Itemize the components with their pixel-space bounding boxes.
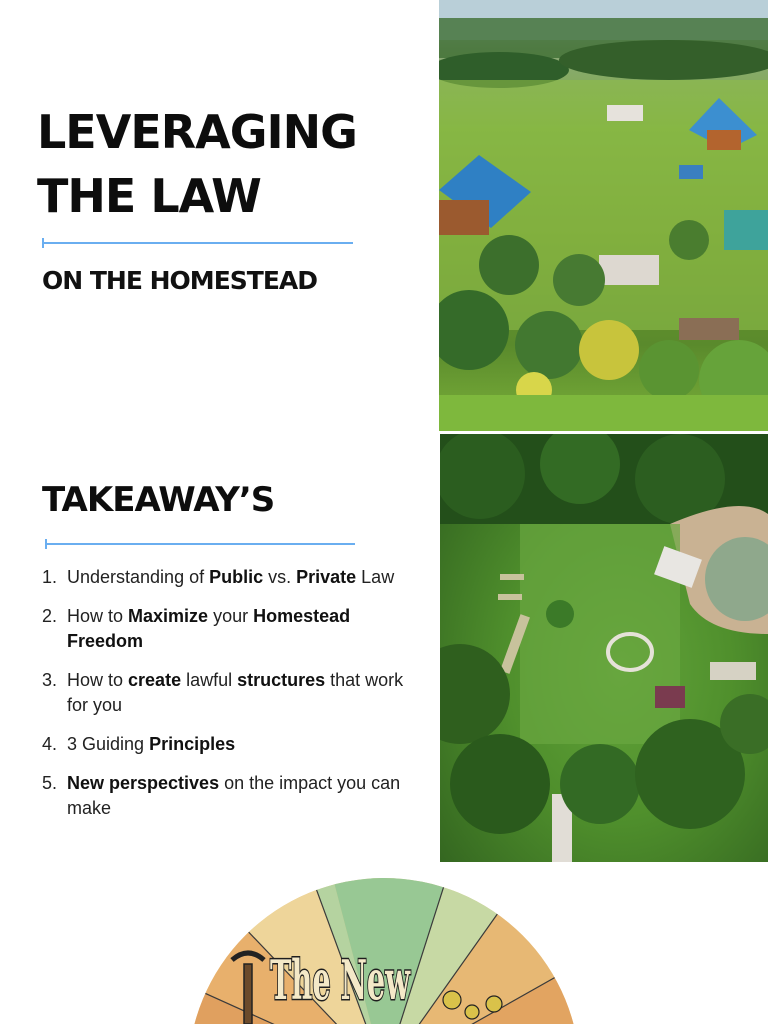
homestead-aerial-photo-top (439, 0, 768, 431)
takeaways-list (42, 565, 412, 835)
takeaway-number: 4. (42, 734, 58, 754)
takeaway-text: on the impact you can make (67, 773, 401, 818)
takeaway-emphasis: Homestead Freedom (67, 606, 351, 651)
takeaway-text: How to (67, 606, 129, 626)
takeaway-number: 1. (42, 567, 58, 587)
takeaway-emphasis: Private (296, 567, 357, 587)
title-divider (42, 242, 353, 244)
takeaway-item (42, 668, 412, 718)
takeaway-text: vs. (263, 567, 297, 587)
takeaway-emphasis: New perspectives (67, 773, 220, 793)
takeaways-divider (45, 543, 355, 545)
sunburst-logo-icon (0, 862, 768, 1024)
takeaway-text: How to (67, 670, 129, 690)
takeaway-item (42, 565, 412, 590)
takeaway-text: lawful (181, 670, 238, 690)
takeaway-emphasis: Public (209, 567, 264, 587)
takeaway-text: your (208, 606, 254, 626)
takeaway-text: Understanding of (67, 567, 210, 587)
title-line-2: THE LAW (37, 169, 261, 223)
takeaway-item (42, 604, 412, 654)
takeaway-emphasis: Maximize (128, 606, 209, 626)
garden-pond-illustration (440, 434, 768, 862)
the-new-homestead-logo (0, 862, 768, 1024)
homestead-cabins-illustration (439, 0, 768, 431)
homestead-aerial-photo-bottom (440, 434, 768, 862)
takeaway-emphasis: structures (237, 670, 326, 690)
title-line-1: LEVERAGING (37, 105, 357, 159)
page-title (37, 100, 427, 228)
takeaway-emphasis: create (128, 670, 182, 690)
takeaway-number: 2. (42, 606, 58, 626)
logo-text: The New (270, 948, 411, 1012)
takeaway-item (42, 732, 412, 757)
takeaway-text: 3 Guiding (67, 734, 150, 754)
takeaway-item (42, 771, 412, 821)
takeaway-emphasis: Principles (149, 734, 236, 754)
page-subtitle: ON THE HOMESTEAD (42, 266, 318, 295)
takeaway-text: that work for you (67, 670, 404, 715)
takeaways-heading: TAKEAWAY’S (42, 480, 275, 520)
takeaway-number: 3. (42, 670, 58, 690)
takeaway-number: 5. (42, 773, 58, 793)
takeaway-text: Law (356, 567, 395, 587)
